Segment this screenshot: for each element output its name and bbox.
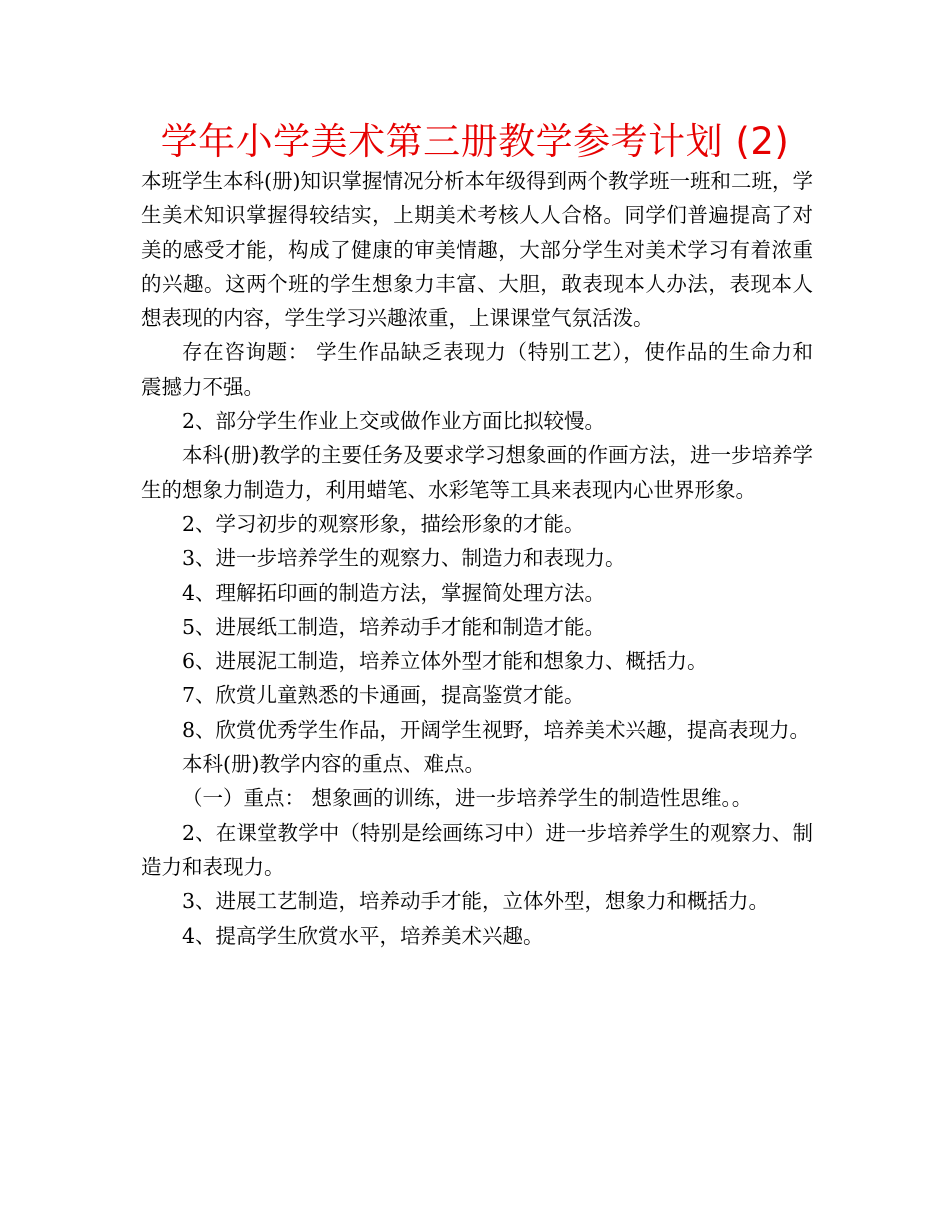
paragraph-key-point-4: 4、提高学生欣赏水平，培养美术兴趣。 xyxy=(182,923,544,948)
paragraph-existing-problems: 存在咨询题： 学生作品缺乏表现力（特别工艺），使作品的生命力和震撼力不强。 xyxy=(141,340,813,399)
paragraph-task-2: 2、学习初步的观察形象，描绘形象的才能。 xyxy=(182,511,585,536)
document-body xyxy=(141,164,813,953)
paragraph-key-point-3: 3、进展工艺制造，培养动手才能，立体外型，想象力和概括力。 xyxy=(182,889,770,914)
paragraph-task-5: 5、进展纸工制造，培养动手才能和制造才能。 xyxy=(182,614,606,639)
document-title: 学年小学美术第三册教学参考计划 (2) xyxy=(160,120,790,163)
paragraph-task-3: 3、进一步培养学生的观察力、制造力和表现力。 xyxy=(182,546,626,571)
paragraph-key-point-2: 2、在课堂教学中（特别是绘画练习中）进一步培养学生的观察力、制造力和表现力。 xyxy=(141,820,813,879)
paragraph-task-6: 6、进展泥工制造，培养立体外型才能和想象力、概括力。 xyxy=(182,649,708,674)
paragraph-problem-2: 2、部分学生作业上交或做作业方面比拟较慢。 xyxy=(182,409,606,434)
paragraph-task-4: 4、理解拓印画的制造方法，掌握简处理方法。 xyxy=(182,580,606,605)
paragraph-key-point-1: （一）重点： 想象画的训练，进一步培养学生的制造性思维。。 xyxy=(182,786,753,811)
paragraph-main-tasks: 本科(册)教学的主要任务及要求学习想象画的作画方法，进一步培养学生的想象力制造力，利用蜡笔、水彩笔等工具来表现内心世界形象。 xyxy=(141,443,813,502)
paragraph-key-points-heading: 本科(册)教学内容的重点、难点。 xyxy=(182,752,485,777)
paragraph-task-8: 8、欣赏优秀学生作品，开阔学生视野，培养美术兴趣，提高表现力。 xyxy=(182,717,811,742)
paragraph-task-7: 7、欣赏儿童熟悉的卡通画，提高鉴赏才能。 xyxy=(182,683,585,708)
paragraph-class-analysis: 本班学生本科(册)知识掌握情况分析本年级得到两个教学班一班和二班，学生美术知识掌握得较结实，上期美术考核人人合格。同学们普遍提高了对美的感受才能，构成了健康的审美情趣，大部分学生对美术学习有着浓重的兴趣。这两个班的学生想象力丰富、大胆，敢表现本人办法，表现本人想表现的内容，学生学习兴趣浓重，上课课堂气氛活泼。 xyxy=(141,169,813,331)
